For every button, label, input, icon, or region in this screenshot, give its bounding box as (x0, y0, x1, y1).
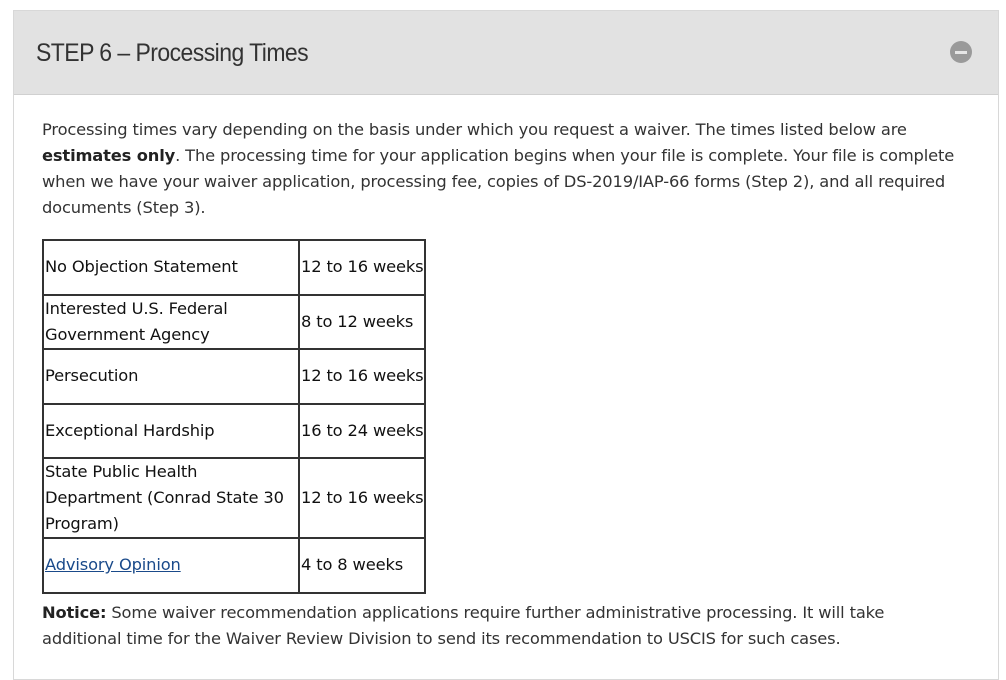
advisory-opinion-link[interactable]: Advisory Opinion (45, 555, 181, 575)
accordion-panel (13, 10, 999, 680)
table-row (43, 538, 425, 593)
row-duration: 12 to 16 weeks (299, 349, 425, 404)
notice-text: Some waiver recommendation applications require further administrative processing. It will take additional time for the Waiver Review Division to send its recommendation to USCIS for such cases. (42, 603, 885, 648)
table-row (43, 349, 425, 404)
row-duration: 4 to 8 weeks (299, 538, 425, 593)
row-label: No Objection Statement (43, 240, 299, 295)
table-row (43, 240, 425, 295)
table-row (43, 295, 425, 350)
processing-times-table (42, 239, 426, 594)
panel-title: STEP 6 – Processing Times (36, 39, 309, 67)
intro-text-1: Processing times vary depending on the basis under which you request a waiver. The times listed below are (42, 120, 907, 139)
row-label-cell (43, 538, 299, 593)
notice-label: Notice: (42, 603, 107, 622)
row-duration: 12 to 16 weeks (299, 458, 425, 538)
minus-circle-icon[interactable] (950, 41, 972, 63)
row-duration: 8 to 12 weeks (299, 295, 425, 350)
row-label: Persecution (43, 349, 299, 404)
notice-paragraph (42, 600, 962, 652)
intro-paragraph (42, 117, 962, 221)
row-label: Interested U.S. Federal Government Agency (43, 295, 299, 350)
row-label: Exceptional Hardship (43, 404, 299, 459)
row-duration: 12 to 16 weeks (299, 240, 425, 295)
accordion-header[interactable] (14, 11, 998, 95)
row-label: State Public Health Department (Conrad State 30 Program) (43, 458, 299, 538)
intro-bold-text: estimates only (42, 146, 176, 165)
row-duration: 16 to 24 weeks (299, 404, 425, 459)
table-row (43, 458, 425, 538)
intro-text-2: . The processing time for your application begins when your file is complete. Your file is complete when we have your waiver application, processing fee, copies of DS-2019/IAP-66 forms (Step 2), and all required documents (Step 3). (42, 146, 955, 217)
table-row (43, 404, 425, 459)
